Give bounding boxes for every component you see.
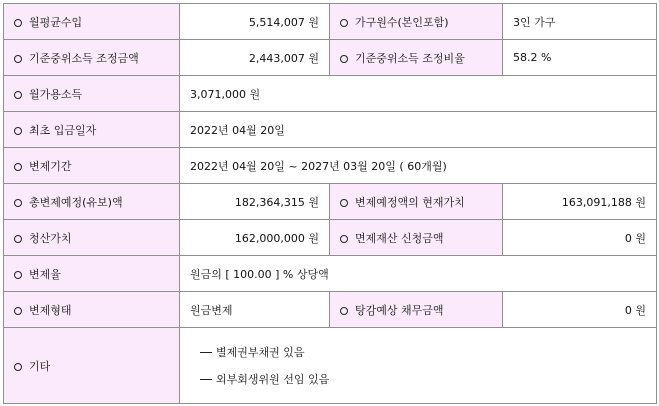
repayment-plan-table	[3, 3, 657, 404]
dash-icon	[200, 379, 212, 380]
expected-discharge-label: 탕감예상 채무금액	[355, 303, 444, 317]
label-cell	[4, 148, 180, 184]
circle-bullet-icon	[340, 55, 348, 63]
repayment-period-value: 2022년 04월 20일 ~ 2027년 03월 20일 ( 60개월)	[180, 148, 657, 184]
label-cell	[4, 184, 180, 220]
other-note-text: 별제권부채권 있음	[216, 345, 305, 359]
circle-bullet-icon	[14, 307, 22, 315]
circle-bullet-icon	[340, 307, 348, 315]
list-item	[200, 372, 646, 387]
circle-bullet-icon	[14, 363, 22, 371]
liquidation-value-label: 청산가치	[29, 231, 72, 245]
repayment-period-label: 변제기간	[29, 159, 72, 173]
circle-bullet-icon	[14, 235, 22, 243]
label-cell	[4, 112, 180, 148]
first-payment-label: 최초 입금일자	[29, 123, 97, 137]
circle-bullet-icon	[340, 235, 348, 243]
repayment-rate-value: 원금의 [ 100.00 ] % 상당액	[180, 256, 657, 292]
present-value-value: 163,091,188 원	[503, 184, 657, 220]
dash-icon	[200, 352, 212, 353]
list-item	[200, 345, 646, 360]
monthly-income-value: 5,514,007 원	[180, 4, 330, 40]
label-cell	[4, 76, 180, 112]
other-label: 기타	[29, 359, 51, 373]
table-row	[4, 220, 657, 256]
disposable-income-label: 월가용소득	[29, 87, 83, 101]
circle-bullet-icon	[340, 199, 348, 207]
circle-bullet-icon	[14, 163, 22, 171]
label-cell	[330, 184, 503, 220]
circle-bullet-icon	[14, 271, 22, 279]
median-income-ratio-label: 기준중위소득 조정비율	[355, 51, 465, 65]
table-row	[4, 256, 657, 292]
household-size-value: 3인 가구	[503, 4, 657, 40]
median-income-ratio-value: 58.2 %	[503, 40, 657, 76]
label-cell	[4, 256, 180, 292]
label-cell	[330, 40, 503, 76]
disposable-income-value: 3,071,000 원	[180, 76, 657, 112]
other-notes-cell	[180, 328, 657, 404]
label-cell	[330, 292, 503, 328]
label-cell	[4, 328, 180, 404]
median-income-adjust-label: 기준중위소득 조정금액	[29, 51, 139, 65]
present-value-label: 변제예정액의 현재가치	[355, 195, 465, 209]
total-repayment-label: 총변제예정(유보)액	[29, 195, 123, 209]
label-cell	[4, 4, 180, 40]
table-row	[4, 112, 657, 148]
repayment-type-label: 변제형태	[29, 303, 72, 317]
first-payment-value: 2022년 04월 20일	[180, 112, 657, 148]
exempt-property-label: 면제재산 신청금액	[355, 231, 444, 245]
median-income-adjust-value: 2,443,007 원	[180, 40, 330, 76]
table-row	[4, 292, 657, 328]
repayment-type-value: 원금변제	[180, 292, 330, 328]
label-cell	[4, 220, 180, 256]
circle-bullet-icon	[14, 55, 22, 63]
label-cell	[330, 4, 503, 40]
monthly-income-label: 월평균수입	[29, 15, 83, 29]
table-row	[4, 4, 657, 40]
table-row	[4, 40, 657, 76]
table-row	[4, 76, 657, 112]
circle-bullet-icon	[14, 19, 22, 27]
household-size-label: 가구원수(본인포함)	[355, 15, 449, 29]
table-row	[4, 328, 657, 404]
repayment-rate-label: 변제율	[29, 267, 61, 281]
circle-bullet-icon	[14, 91, 22, 99]
table-row	[4, 148, 657, 184]
exempt-property-value: 0 원	[503, 220, 657, 256]
circle-bullet-icon	[14, 199, 22, 207]
other-note-text: 외부회생위원 선임 있음	[216, 372, 330, 386]
expected-discharge-value: 0 원	[503, 292, 657, 328]
circle-bullet-icon	[14, 127, 22, 135]
label-cell	[4, 292, 180, 328]
circle-bullet-icon	[340, 19, 348, 27]
total-repayment-value: 182,364,315 원	[180, 184, 330, 220]
label-cell	[330, 220, 503, 256]
table-row	[4, 184, 657, 220]
label-cell	[4, 40, 180, 76]
liquidation-value-value: 162,000,000 원	[180, 220, 330, 256]
